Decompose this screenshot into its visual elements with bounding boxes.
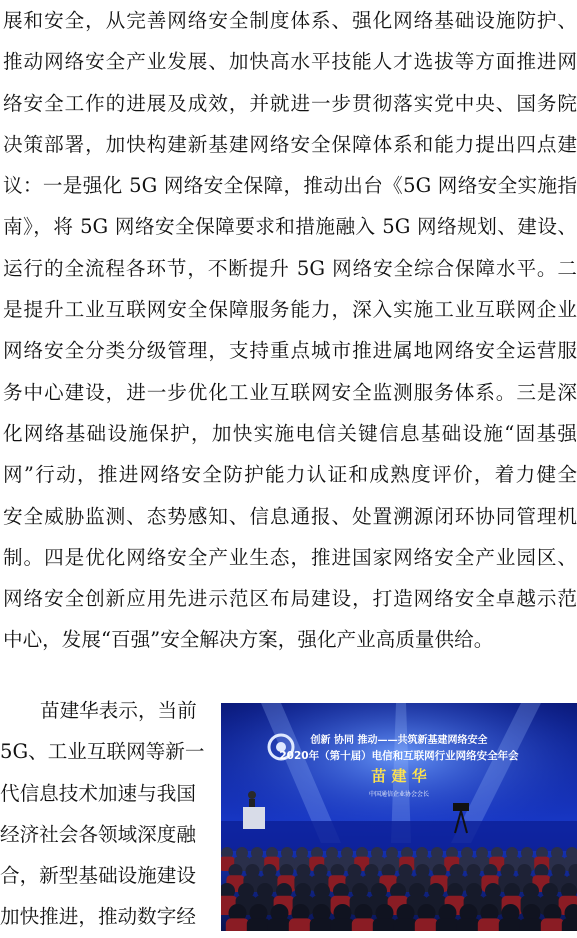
audience-member-body bbox=[415, 918, 438, 931]
text-line: 经济社会各领域深度融 bbox=[0, 814, 208, 855]
audience-member-body bbox=[289, 918, 312, 931]
text-line: 5G、工业互联网等新一 bbox=[0, 731, 208, 772]
text-line: 制。四是优化网络安全产业生态，推进国家网络安全产业园区、 bbox=[3, 537, 577, 578]
banner-slogan: 创新 协同 推动——共筑新基建网络安全 bbox=[310, 733, 488, 746]
audience-member-body bbox=[457, 918, 480, 931]
audience-member-body bbox=[541, 918, 564, 931]
text-line: 南》，将 5G 网络安全保障要求和措施融入 5G 网络规划、建设、 bbox=[3, 206, 577, 247]
text-line: 务中心建设，进一步优化工业互联网安全监测服务体系。三是深 bbox=[3, 372, 577, 413]
text-line: 推动网络安全产业发展、加快高水平技能人才选拔等方面推进网 bbox=[3, 41, 577, 82]
text-line: 中心，发展“百强”安全解决方案，强化产业高质量供给。 bbox=[3, 619, 577, 660]
audience-member-body bbox=[226, 918, 249, 931]
text-line: 网络安全创新应用先进示范区布局建设，打造网络安全卓越示范 bbox=[3, 578, 577, 619]
audience-member-body bbox=[436, 918, 459, 931]
audience-member-body bbox=[331, 918, 354, 931]
text-line: 议：一是强化 5G 网络安全保障，推动出台《5G 网络安全实施指 bbox=[3, 165, 577, 206]
audience-member-body bbox=[499, 918, 522, 931]
audience-member-body bbox=[310, 918, 333, 931]
text-line: 苗建华表示，当前 bbox=[0, 690, 208, 731]
text-line: 安全威胁监测、态势感知、信息通报、处置溯源闭环协同管理机 bbox=[3, 496, 577, 537]
text-line: 运行的全流程各环节，不断提升 5G 网络安全综合保障水平。二 bbox=[3, 248, 577, 289]
side-paragraph bbox=[0, 690, 208, 938]
stage-floor bbox=[221, 821, 577, 851]
audience-member-body bbox=[352, 918, 375, 931]
audience-member-body bbox=[247, 918, 270, 931]
audience-member-body bbox=[562, 918, 577, 931]
text-line: 是提升工业互联网安全保障服务能力，深入实施工业互联网企业 bbox=[3, 289, 577, 330]
text-line: 合，新型基础设施建设 bbox=[0, 855, 208, 896]
speaker-name: 苗 建 华 bbox=[371, 767, 426, 785]
conference-photo bbox=[221, 703, 577, 931]
text-line: 网”行动，推进网络安全防护能力认证和成熟度评价，着力健全 bbox=[3, 454, 577, 495]
audience-member-body bbox=[268, 918, 291, 931]
audience-member-body bbox=[520, 918, 543, 931]
text-line: 代信息技术加速与我国 bbox=[0, 773, 208, 814]
text-line: 决策部署，加快构建新基建网络安全保障体系和能力提出四点建 bbox=[3, 124, 577, 165]
text-line: 展和安全，从完善网络安全制度体系、强化网络基础设施防护、 bbox=[3, 0, 577, 41]
article-paragraph bbox=[3, 0, 577, 661]
audience-member-body bbox=[373, 918, 396, 931]
audience-member-body bbox=[394, 918, 417, 931]
text-line: 网络安全分类分级管理，支持重点城市推进属地网络安全运营服 bbox=[3, 330, 577, 371]
conference-photo-illustration bbox=[221, 703, 577, 931]
audience-member-body bbox=[478, 918, 501, 931]
speaker-title: 中国通信企业协会会长 bbox=[369, 790, 429, 798]
text-line: 加快推进，推动数字经 bbox=[0, 896, 208, 937]
text-line: 化网络基础设施保护，加快实施电信关键信息基础设施“固基强 bbox=[3, 413, 577, 454]
banner-event-title: 2020年（第十届）电信和互联网行业网络安全年会 bbox=[279, 749, 519, 762]
text-line: 络安全工作的进展及成效，并就进一步贯彻落实党中央、国务院 bbox=[3, 83, 577, 124]
